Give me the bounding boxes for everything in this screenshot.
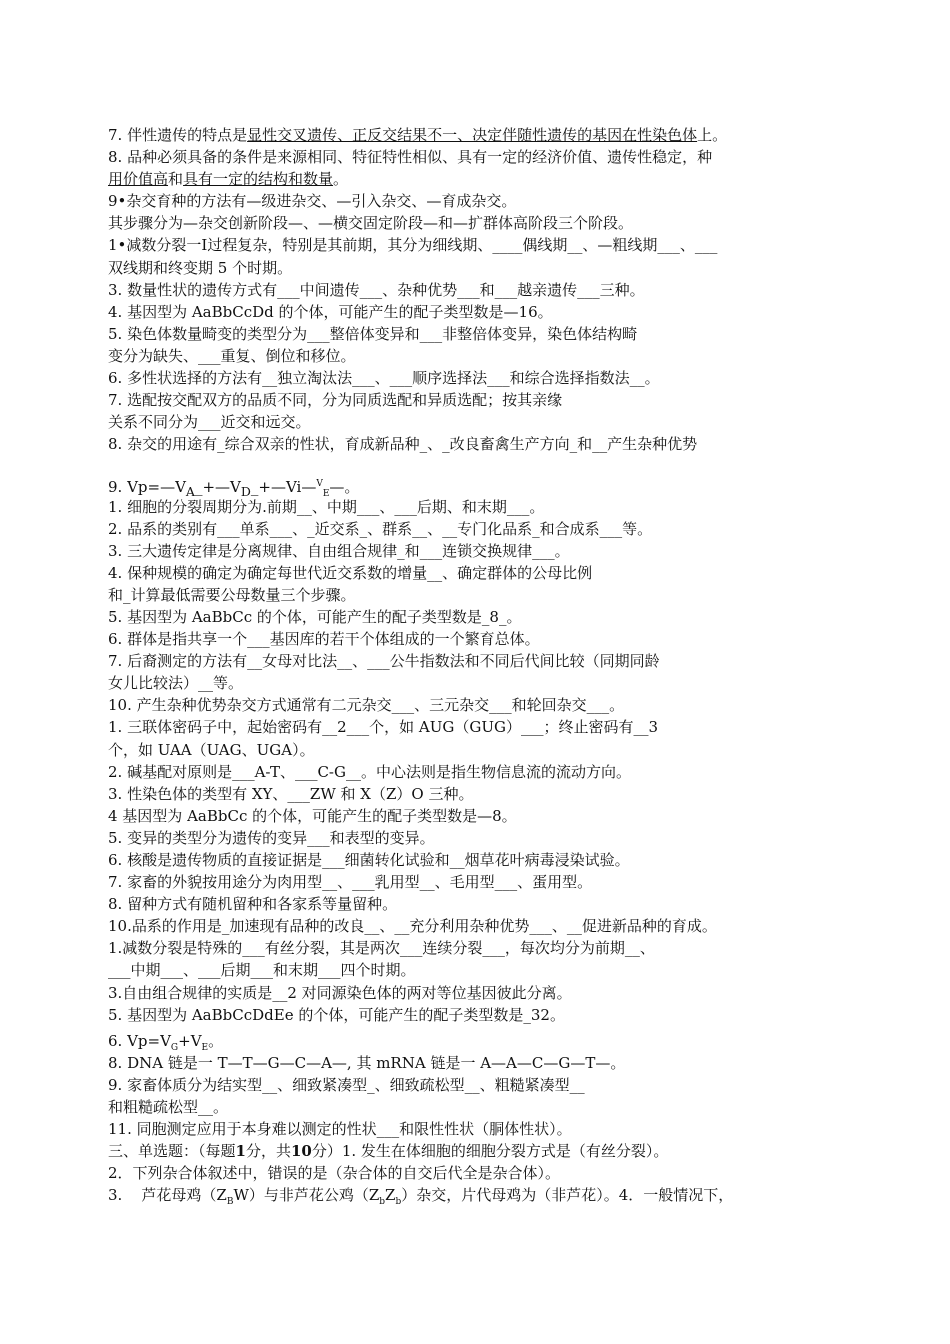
text-line: 和粗糙疏松型__。 [108,1098,229,1117]
underlined-answer: 用价值高 [108,170,169,189]
text-line: 1. 三联体密码子中，起始密码有__2___个，如 AUG（GUG）___；终止密码有__3 [108,718,659,737]
text-line: 变分为缺失、___重复、倒位和移位。 [108,346,356,365]
text-line: 女儿比较法）__等。 [108,674,244,693]
text-line: 5. 基因型为 AaBbCc 的个体，可能产生的配子类型数是_8_。 [108,607,522,626]
text-line: 其步骤分为—杂交创新阶段—、—横交固定阶段—和—扩群体高阶段三个阶段。 [108,214,634,233]
formula-line: 6. $Vp=V_G+V_E$。 [108,1031,224,1052]
text-line: 9. 家畜体质分为结实型__、细致紧凑型_、细致疏松型__、粗糙紧凑型__ [108,1075,585,1094]
text-line: 3. 性染色体的类型有 XY、___ZW 和 X（Z）O 三种。 [108,784,474,803]
text-line: 6. 多性状选择的方法有__独立淘汰法___、___顺序选择法___和综合选择指数法__。 [108,369,660,388]
text-line: 6. 核酸是遗传物质的直接证据是___细菌转化试验和__烟草花叶病毒浸染试验。 [108,851,630,869]
formula-line: 9. $Vp=—V_A\_+—V_D\_+—Vi—^V_E—$。 [108,478,360,496]
text-line: 2. 品系的类别有___单系___、_近交系_、群系__、__专门化品系_和合成系___等。 [108,519,653,538]
text-line: 1•减数分裂一Ⅰ过程复杂，特别是其前期，其分为细线期、____偶线期__、—粗线期___、___ [108,236,718,255]
text-line: 5. 染色体数量畸变的类型分为___整倍体变异和___非整倍体变异，染色体结构畸 [108,324,638,343]
text-line: ___中期___、___后期___和末期___四个时期。 [108,961,416,980]
underlined-answer: 具有一定的结构和数量 [183,170,334,189]
text-line: 4. 基因型为 AaBbCcDd 的个体，可能产生的配子类型数是—16。 [108,302,553,321]
text-line: 1.减数分裂是特殊的___有丝分裂，其是两次___连续分裂___，每次均分为前期__、 [108,939,655,958]
text-line: 关系不同分为___近交和远交。 [108,413,311,432]
text-line: 9•杂交育种的方法有—级进杂交、—引入杂交、—育成杂交。 [108,192,517,211]
text-line: 4 基因型为 AaBbCc 的个体，可能产生的配子类型数是—8。 [108,806,517,825]
underlined-answer: 显性交叉遗传、正反交结果不一、决定伴随性遗传的基因在性染色体 [247,126,698,144]
text-line: 用价值高和具有一定的结构和数量。 [108,170,349,189]
text-line: 3. 数量性状的遗传方式有___中间遗传___、杂种优势___和___越亲遗传___三种。 [108,280,645,299]
text-line: 3. 芦花母鸡$(Z_BW)$与非芦花公鸡$(Z_bZ_b)$杂交，片代母鸡为（非芦花）。4．一般情况下， [108,1186,734,1207]
text-line: 4. 保种规模的确定为确定每世代近交系数的增量__、确定群体的公母比例 [108,563,593,582]
text-line: 8. DNA 链是一 T—T—G—C—A—, 其 mRNA 链是一 A—A—C—G—T—。 [108,1053,626,1072]
text-line: 和_计算最低需要公母数量三个步骤。 [108,585,356,604]
text-line: 7. 选配按交配双方的品质不同，分为同质选配和异质选配；按其亲缘 [108,391,563,410]
text-line: 5. 变异的类型分为遗传的变异___和表型的变异。 [108,828,435,847]
text-line: 7. 家畜的外貌按用途分为肉用型__、___乳用型__、毛用型___、蛋用型。 [108,873,593,892]
text-line: 3. 三大遗传定律是分离规律、自由组合规律_和___连锁交换规律___。 [108,541,570,560]
text-line: 5. 基因型为 AaBbCcDdEe 的个体，可能产生的配子类型数是_32。 [108,1005,565,1024]
text-line: 6. 群体是指共享一个___基因库的若干个体组成的一个繁育总体。 [108,630,540,649]
text-line: 8. 杂交的用途有_综合双亲的性状，育成新品种_、_改良畜禽生产方向_和__产生杂种优势 [108,435,698,454]
text-line: 7. 后裔测定的方法有__女母对比法__、___公牛指数法和不同后代间比较（同期同龄 [108,652,660,671]
text-line: 10. 产生杂种优势杂交方式通常有二元杂交___、三元杂交___和轮回杂交___。 [108,696,625,715]
text-line: 2．下列杂合体叙述中，错误的是（杂合体的自交后代全是杂合体）。 [108,1164,561,1183]
text-line: 7. 伴性遗传的特点是显性交叉遗传、正反交结果不一、决定伴随性遗传的基因在性染色体上。 [108,126,728,144]
text-line: 个，如 UAA（UAG、UGA）。 [108,740,315,759]
text-line: 11. 同胞测定应用于本身难以测定的性状___和限性性状（胴体性状）。 [108,1120,572,1139]
text-line: 双线期和终变期 5 个时期。 [108,258,293,277]
text-line: 8. 留种方式有随机留种和各家系等量留种。 [108,895,398,914]
text-line: 10.品系的作用是_加速现有品种的改良__、__充分利用杂种优势___、__促进新品种的育成。 [108,917,717,936]
paragraph-gap [108,455,890,473]
text-line: 1. 细胞的分裂周期分为.前期__、中期___、___后期、和末期___。 [108,497,545,516]
text-line: 3.自由组合规律的实质是__2 对同源染色体的两对等位基因彼此分离。 [108,983,572,1002]
section-heading-single-choice: 三、单选题：（每题1分，共10分）1. 发生在体细胞的细胞分裂方式是（有丝分裂）。 [108,1142,669,1161]
text-line: 2. 碱基配对原则是___A-T、___C-G__。中心法则是指生物信息流的流动方向。 [108,762,631,781]
text-line: 8. 品种必须具备的条件是来源相同、特征特性相似、具有一定的经济价值、遗传性稳定，种 [108,148,713,167]
